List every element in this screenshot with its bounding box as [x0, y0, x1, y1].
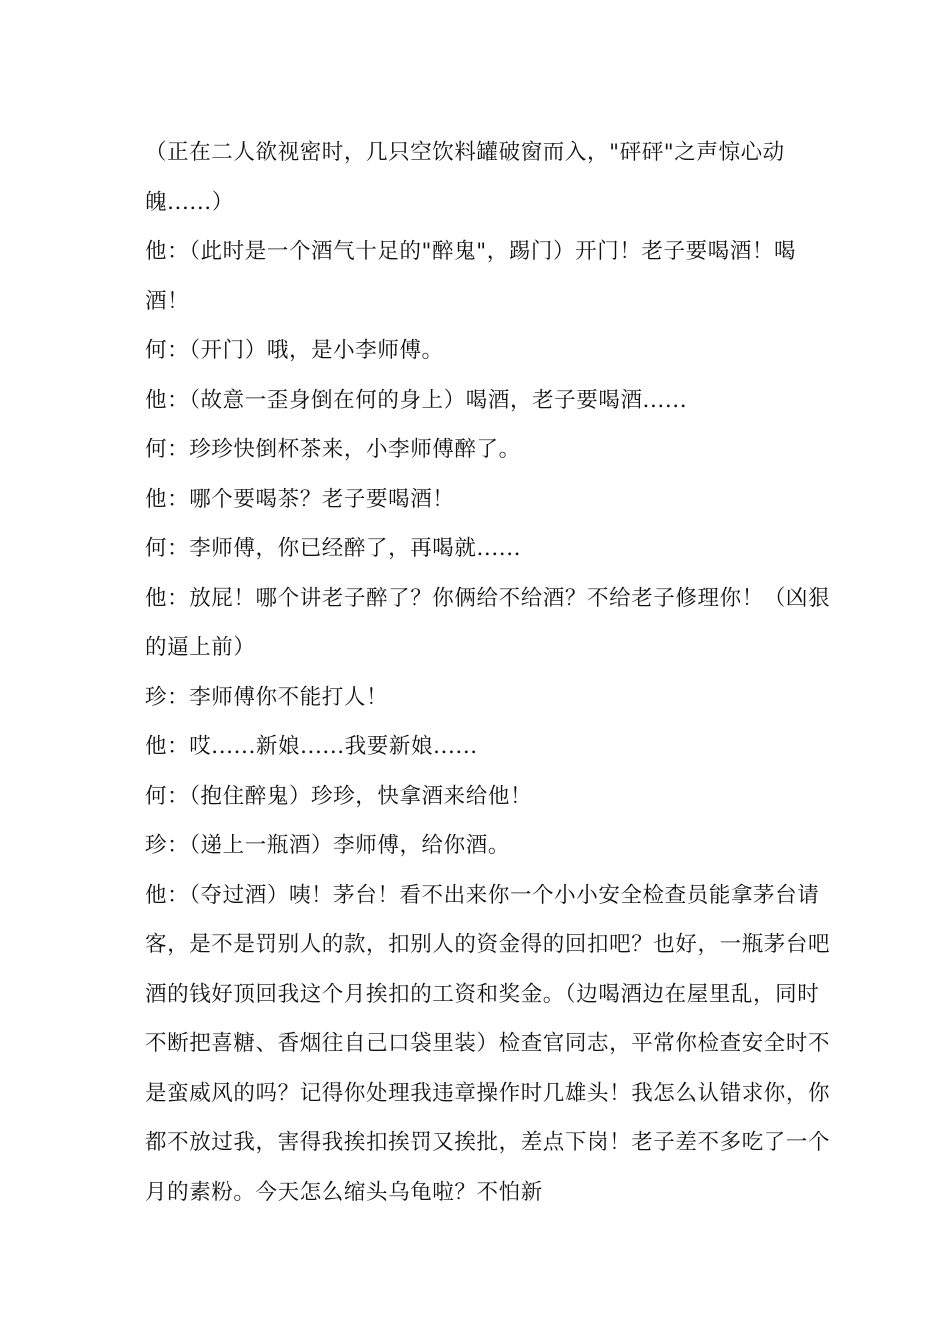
dialogue-line: 何：（抱住醉鬼）珍珍，快拿酒来给他！ — [145, 783, 533, 809]
dialogue-line: 他：放屁！哪个讲老子醉了？你俩给不给酒？不给老子修理你！（凶狠的逼上前） — [145, 585, 831, 660]
dialogue-line: 珍：李师傅你不能打人！ — [145, 684, 389, 710]
dialogue-line: 他：哪个要喝茶？老子要喝酒！ — [145, 486, 455, 512]
dialogue-line: 他：（故意一歪身倒在何的身上）喝酒，老子要喝酒...... — [145, 387, 688, 413]
dialogue-line: 何：珍珍快倒杯茶来，小李师傅醉了。 — [145, 437, 521, 462]
dialogue-line: 何：李师傅，你已经醉了，再喝就...... — [145, 536, 522, 561]
dialogue-line: 他：哎......新娘......我要新娘...... — [145, 734, 478, 759]
stage-direction-paragraph: （正在二人欲视密时，几只空饮料罐破窗而入，"砰砰"之声惊心动魄......） — [145, 140, 785, 215]
dialogue-line: 何：（开门）哦，是小李师傅。 — [145, 338, 444, 363]
dialogue-line: 珍：（递上一瓶酒）李师傅，给你酒。 — [145, 833, 510, 858]
dialogue-line: 他：（夺过酒）咦！茅台！看不出来你一个小小安全检查员能拿茅台请客，是不是罚别人的款，扣别人的资金得的回扣吧？也好，一瓶茅台吧酒的钱好顶回我这个月挨扣的工资和奖金。（边喝酒边在屋里乱，同时不断把喜糖、香烟往自己口袋里装）检查官同志，平常你检查安全时不是蛮威风的吗？记得你处理我违章操作时几雄头！我怎么认错求你，你都不放过我，害得我挨扣挨罚又挨批，差点下岗！老子差不多吃了一个月的素粉。今天怎么缩头乌龟啦？不怕新 — [145, 882, 831, 1205]
dialogue-line: 他：（此时是一个酒气十足的"醉鬼"，踢门）开门！老子要喝酒！喝酒！ — [145, 239, 797, 314]
script-text-body — [145, 128, 835, 1217]
